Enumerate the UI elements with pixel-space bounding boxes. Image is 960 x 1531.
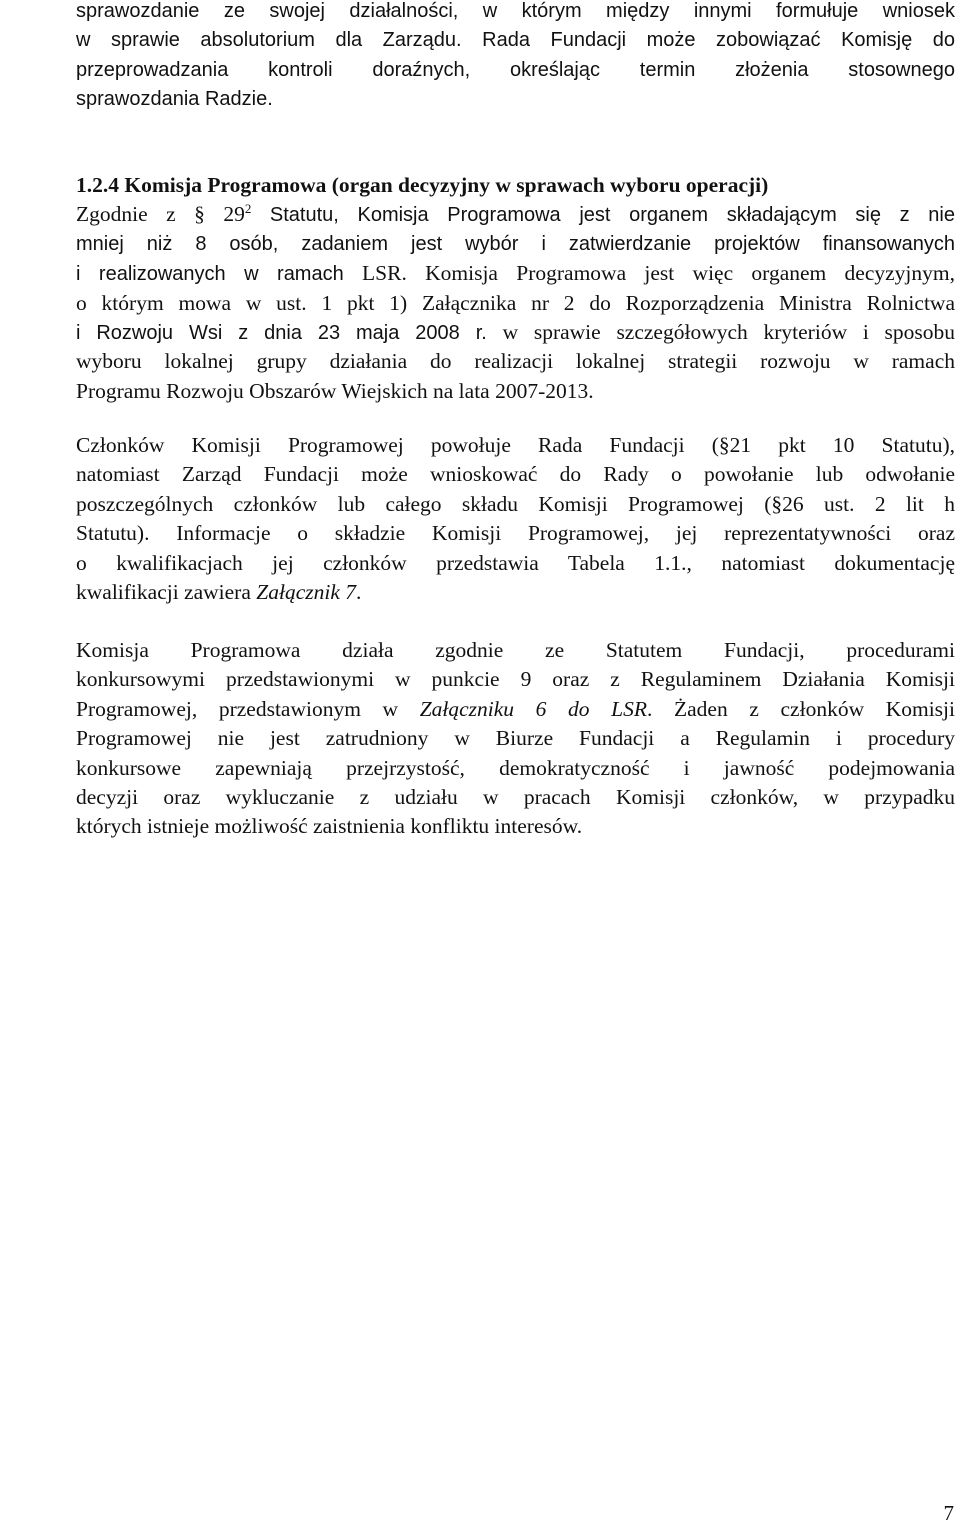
paragraph-line: Członków Komisji Programowej powołuje Rada Fundacji (§21 pkt 10 Statutu), bbox=[76, 433, 955, 457]
paragraph-2 bbox=[76, 431, 955, 607]
paragraph-line: Programowej, przedstawionym w Załączniku 6 do LSR. Żaden z członków Komisji bbox=[76, 696, 955, 721]
paragraph-line: Statutu). Informacje o składzie Komisji Programowej, jej reprezentatywności oraz bbox=[76, 521, 955, 546]
paragraph-line: poszczególnych członków lub całego składu Komisji Programowej (§26 ust. 2 lit h bbox=[76, 491, 955, 516]
paragraph-line: w sprawie absolutorium dla Zarządu. Rada Fundacji może zobowiązać Komisję do bbox=[76, 29, 955, 52]
paragraph-symbol: § bbox=[771, 491, 783, 516]
paragraph-line: przeprowadzania kontroli doraźnych, określając termin złożenia stosownego bbox=[76, 58, 955, 81]
paragraph-line: Programu Rozwoju Obszarów Wiejskich na lata 2007-2013. bbox=[76, 378, 594, 403]
superscript: 2 bbox=[244, 201, 252, 217]
paragraph-line: Programowej nie jest zatrudniony w Biurze Fundacji a Regulamin i procedury bbox=[76, 726, 955, 751]
paragraph-line: konkursowe zapewniają przejrzystość, demokratyczność i jawność podejmowania bbox=[76, 755, 955, 780]
paragraph-line: wyboru lokalnej grupy działania do realizacji lokalnej strategii rozwoju w ramach bbox=[76, 349, 955, 374]
paragraph-line: i realizowanych w ramach LSR. Komisja Programowa jest więc organem decyzyjnym, bbox=[76, 261, 955, 286]
paragraph-3 bbox=[76, 636, 955, 842]
top-paragraph bbox=[76, 0, 955, 115]
paragraph-line: sprawozdania Radzie. bbox=[76, 88, 273, 111]
paragraph-line: których istnieje możliwość zaistnienia konfliktu interesów. bbox=[76, 814, 583, 839]
paragraph-line: Zgodnie z § $29^2$ Statutu, Komisja Programowa jest organem składającym się z nie bbox=[76, 201, 955, 227]
paragraph-line: sprawozdanie ze swojej działalności, w którym między innymi formułuje wniosek bbox=[76, 0, 955, 22]
paragraph-line: decyzji oraz wykluczanie z udziału w pracach Komisji członków, w przypadku bbox=[76, 784, 955, 809]
paragraph-line: konkursowymi przedstawionymi w punkcie 9 oraz z Regulaminem Działania Komisji bbox=[76, 667, 955, 692]
paragraph-symbol: § bbox=[718, 433, 730, 457]
section-1-2-4 bbox=[76, 171, 955, 406]
paragraph-line: kwalifikacji zawiera Załącznik 7. bbox=[76, 579, 362, 604]
paragraph-line: o którym mowa w ust. 1 pkt 1) Załącznika nr 2 do Rozporządzenia Ministra Rolnictwa bbox=[76, 290, 955, 315]
paragraph-line: i Rozwoju Wsi z dnia 23 maja 2008 r. w sprawie szczegółowych kryteriów i sposobu bbox=[76, 319, 956, 344]
paragraph-line: o kwalifikacjach jej członków przedstawia Tabela 1.1., natomiast dokumentację bbox=[76, 550, 955, 575]
attachment-reference: Załączniku 6 do LSR bbox=[419, 696, 648, 721]
attachment-reference: Załącznik 7 bbox=[256, 579, 356, 604]
section-heading bbox=[76, 171, 955, 200]
paragraph-line: Komisja Programowa działa zgodnie ze Statutem Fundacji, procedurami bbox=[76, 638, 955, 662]
paragraph-line: mniej niż 8 osób, zadaniem jest wybór i zatwierdzanie projektów finansowanych bbox=[76, 232, 955, 255]
page-number: 7 bbox=[943, 1501, 954, 1525]
section-number: 1.2.4 bbox=[76, 173, 119, 197]
paragraph-line: natomiast Zarząd Fundacji może wnioskować do Rady o powołanie lub odwołanie bbox=[76, 462, 955, 487]
section-title: Komisja Programowa (organ decyzyjny w sprawach wyboru operacji) bbox=[124, 173, 769, 197]
paragraph-symbol: § bbox=[194, 202, 205, 227]
